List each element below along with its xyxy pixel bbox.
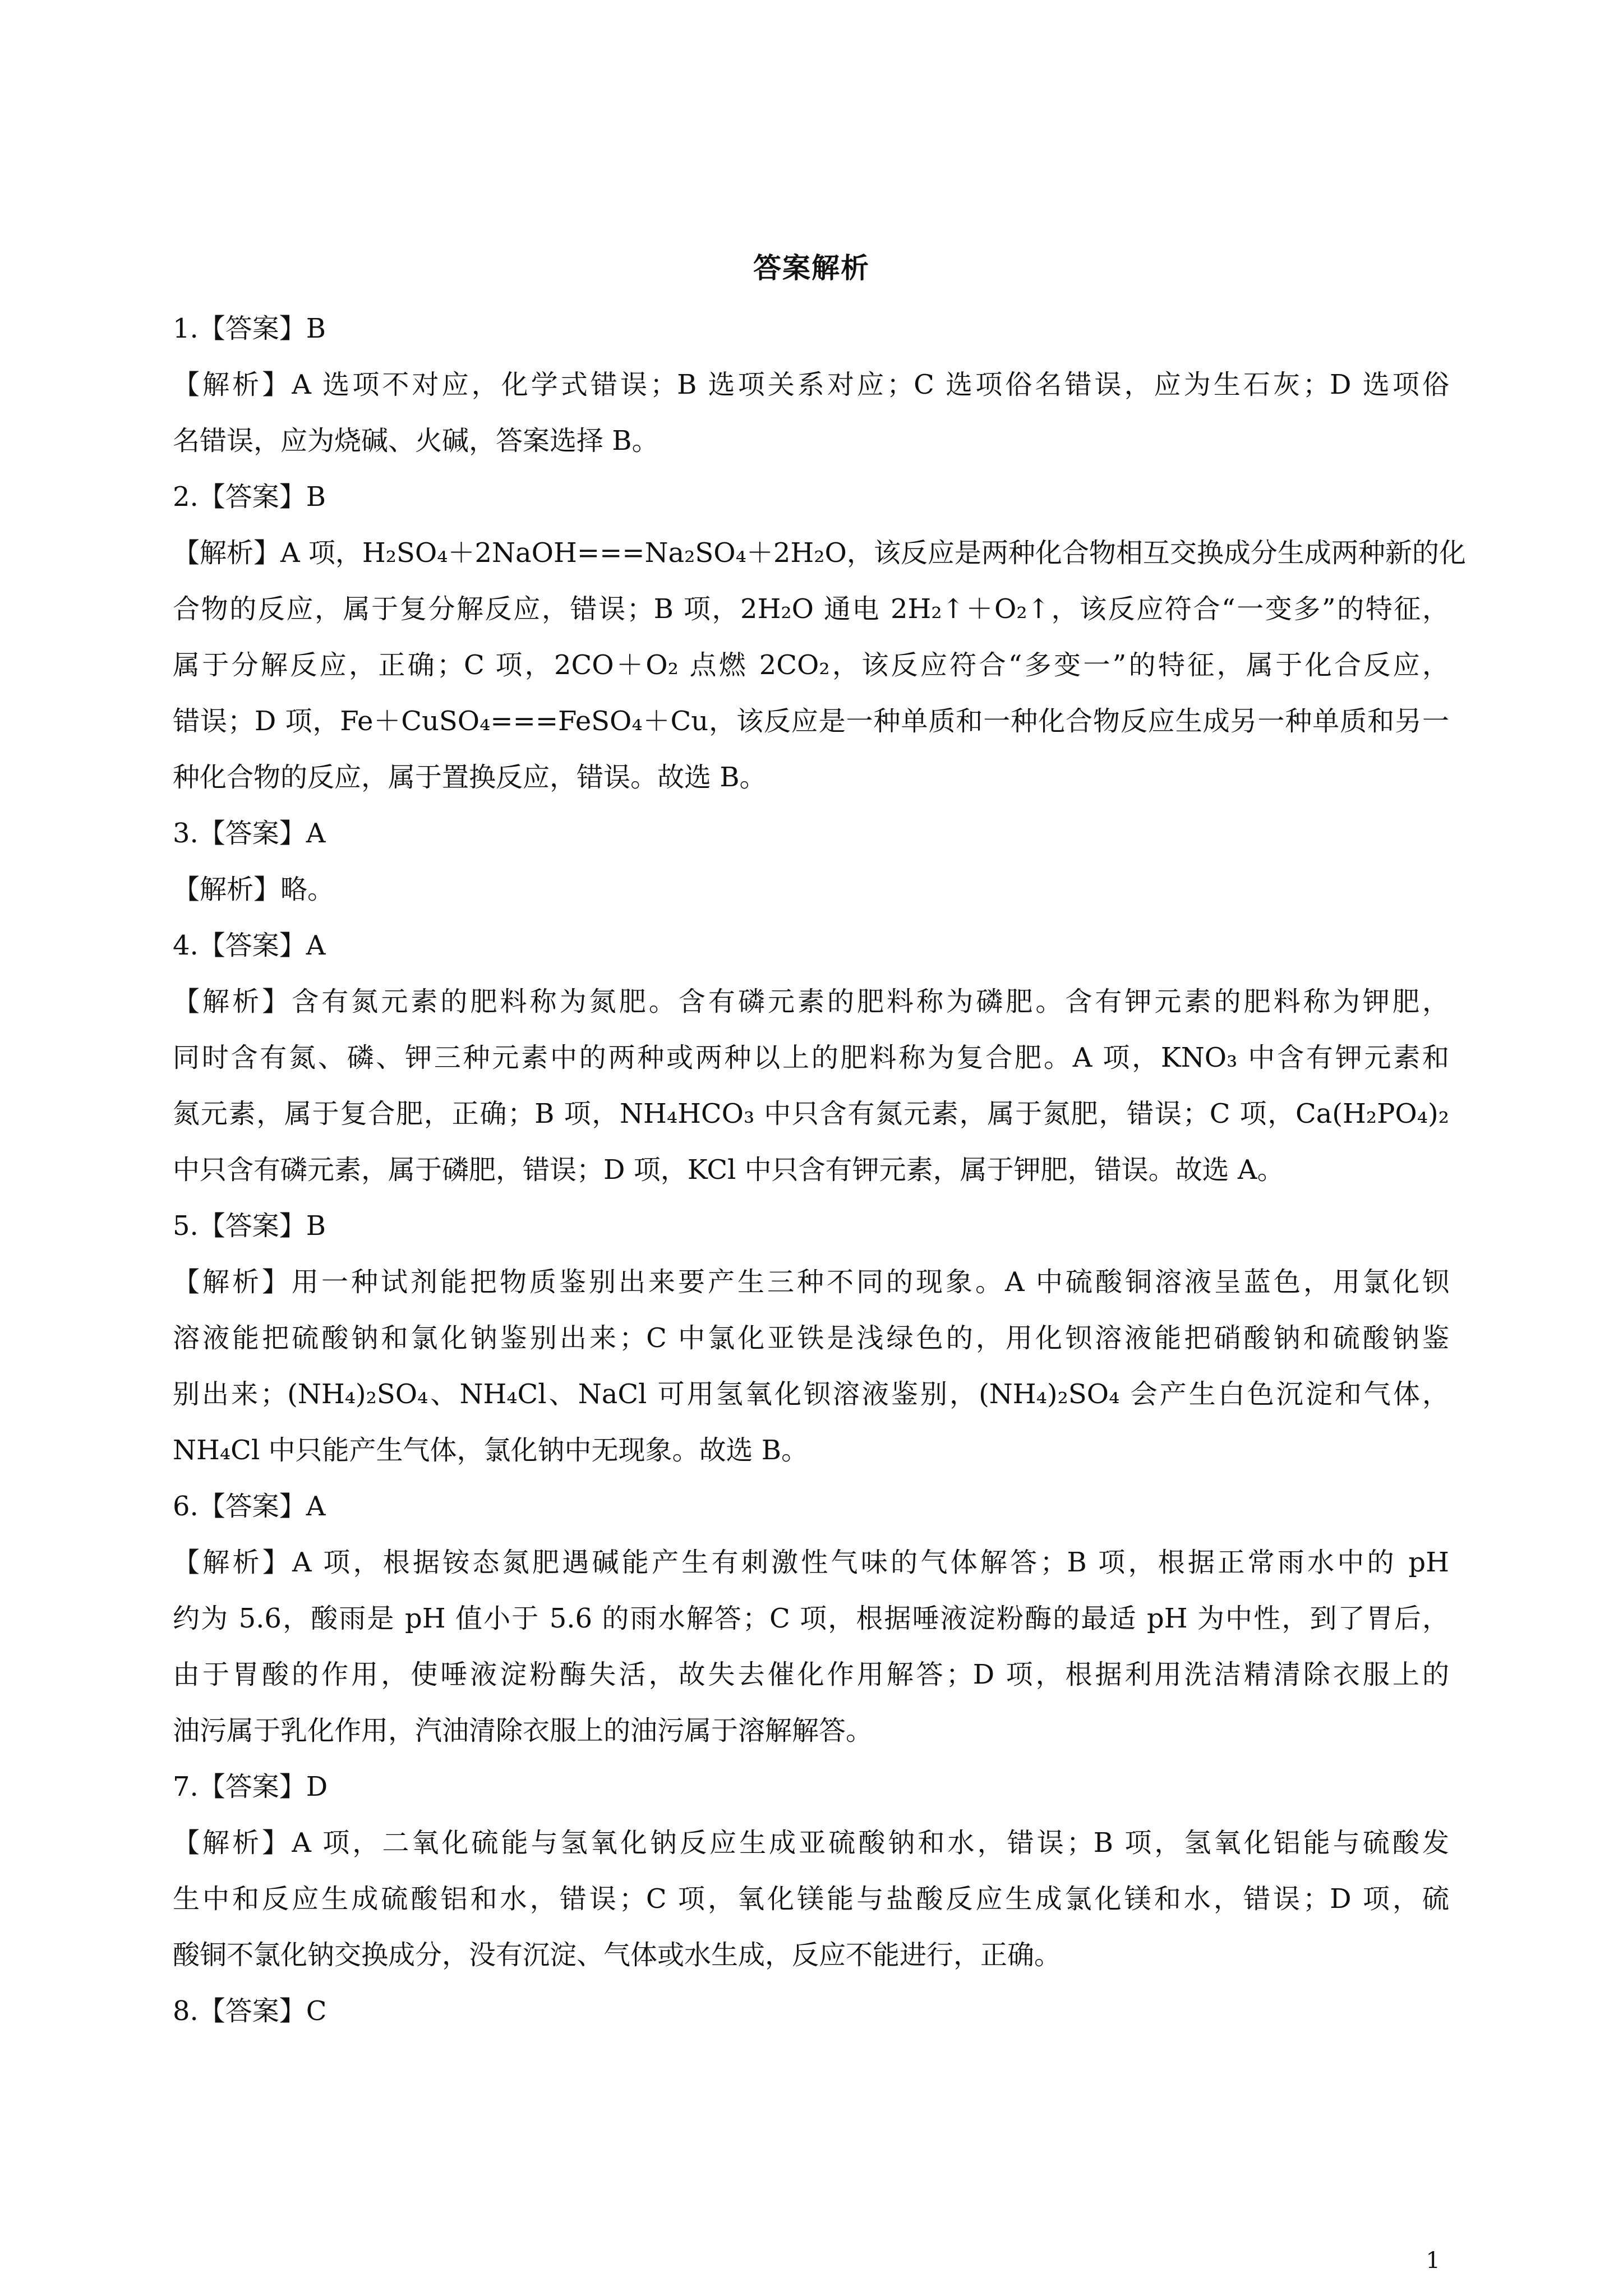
explanation-6-line-3: 由于胃酸的作用，使唾液淀粉酶失活，故失去催化作用解答；D 项，根据利用洗洁精清除衣服上的 (173, 1659, 1449, 1690)
explanation-7-line-1: 【解析】A 项，二氧化硫能与氢氧化钠反应生成亚硫酸钠和水，错误；B 项，氢氧化铝能与硫酸发 (173, 1827, 1449, 1859)
explanation-1-line-1: 【解析】A 选项不对应，化学式错误；B 选项关系对应；C 选项俗名错误，应为生石灰；D 选项俗 (173, 369, 1449, 400)
answer-7-line: 7.【答案】D (173, 1771, 328, 1802)
answer-content (173, 301, 1466, 2039)
page-number: 1 (1426, 2248, 1440, 2274)
explanation-7-line-3: 酸铜不氯化钠交换成分，没有沉淀、气体或水生成，反应不能进行，正确。 (173, 1939, 1062, 1971)
answer-5-line: 5.【答案】B (173, 1210, 326, 1242)
explanation-6-line-2: 约为 5.6，酸雨是 pH 值小于 5.6 的雨水解答；C 项，根据唾液淀粉酶的最适 pH 为中性，到了胃后， (173, 1603, 1449, 1634)
explanation-2-line-4: 错误；D 项，Fe＋CuSO₄===FeSO₄＋Cu，该反应是一种单质和一种化合物反应生成另一种单质和另一 (173, 706, 1449, 737)
explanation-5-line-4: NH₄Cl 中只能产生气体，氯化钠中无现象。故选 B。 (173, 1435, 808, 1466)
explanation-4-line-4: 中只含有磷元素，属于磷肥，错误；D 项，KCl 中只含有钾元素，属于钾肥，错误。故选 A。 (173, 1154, 1284, 1186)
answer-8-line: 8.【答案】C (173, 1995, 327, 2027)
explanation-5-line-2: 溶液能把硫酸钠和氯化钠鉴别出来；C 中氯化亚铁是浅绿色的，用化钡溶液能把硝酸钠和硫酸钠鉴 (173, 1322, 1449, 1354)
explanation-2-line-1: 【解析】A 项，H₂SO₄＋2NaOH===Na₂SO₄＋2H₂O，该反应是两种化合物相互交换成分生成两种新的化 (173, 537, 1466, 569)
answer-4-line: 4.【答案】A (173, 930, 326, 961)
answer-6-line: 6.【答案】A (173, 1491, 326, 1522)
explanation-5-line-1: 【解析】用一种试剂能把物质鉴别出来要产生三种不同的现象。A 中硫酸铜溶液呈蓝色，用氯化钡 (173, 1266, 1449, 1298)
explanation-4-line-3: 氮元素，属于复合肥，正确；B 项，NH₄HCO₃ 中只含有氮元素，属于氮肥，错误；C 项，Ca(H₂PO₄)₂ (173, 1098, 1449, 1129)
document-title: 答案解析 (753, 252, 870, 284)
explanation-6-line-4: 油污属于乳化作用，汽油清除衣服上的油污属于溶解解答。 (173, 1715, 873, 1746)
answer-1-line: 1.【答案】B (173, 313, 326, 344)
explanation-2-line-3: 属于分解反应，正确；C 项，2CO＋O₂ 点燃 2CO₂，该反应符合“多变一”的特征，属于化合反应， (173, 649, 1449, 681)
explanation-4-line-2: 同时含有氮、磷、钾三种元素中的两种或两种以上的肥料称为复合肥。A 项，KNO₃ 中含有钾元素和 (173, 1042, 1449, 1073)
explanation-4-line-1: 【解析】含有氮元素的肥料称为氮肥。含有磷元素的肥料称为磷肥。含有钾元素的肥料称为钾肥， (173, 986, 1449, 1017)
explanation-3-line-1: 【解析】略。 (173, 874, 335, 905)
explanation-2-line-5: 种化合物的反应，属于置换反应，错误。故选 B。 (173, 762, 767, 793)
explanation-1-line-2: 名错误，应为烧碱、火碱，答案选择 B。 (173, 425, 659, 457)
explanation-6-line-1: 【解析】A 项，根据铵态氮肥遇碱能产生有刺激性气味的气体解答；B 项，根据正常雨水中的 pH (173, 1547, 1449, 1578)
answer-2-line: 2.【答案】B (173, 481, 326, 513)
explanation-7-line-2: 生中和反应生成硫酸铝和水，错误；C 项，氧化镁能与盐酸反应生成氯化镁和水，错误；D 项，硫 (173, 1883, 1449, 1915)
explanation-2-line-2: 合物的反应，属于复分解反应，错误；B 项，2H₂O 通电 2H₂↑＋O₂↑，该反应符合“一变多”的特征， (173, 593, 1449, 625)
answer-3-line: 3.【答案】A (173, 818, 326, 849)
explanation-5-line-3: 别出来；(NH₄)₂SO₄、NH₄Cl、NaCl 可用氢氧化钡溶液鉴别，(NH₄)₂SO₄ 会产生白色沉淀和气体， (173, 1378, 1449, 1410)
